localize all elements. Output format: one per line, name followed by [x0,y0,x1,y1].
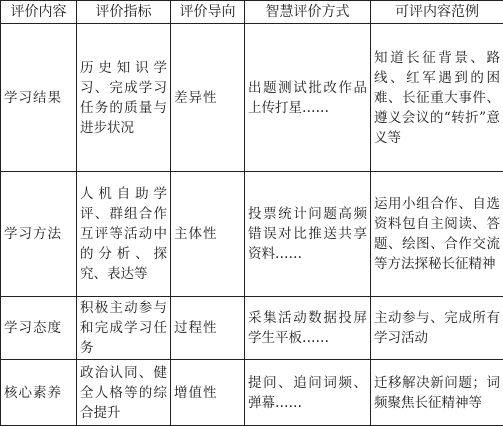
header-direction: 评价导向 [171,1,245,24]
cell-content: 学习态度 [1,297,77,360]
header-row [1,1,503,24]
header-indicator: 评价指标 [77,1,171,24]
cell-content: 学习方法 [1,172,77,297]
table-row [1,297,503,360]
cell-example: 运用小组合作、自选资料包自主阅读、答题、绘图、合作交流等方法探秘长征精神 [371,172,503,297]
table-row [1,24,503,172]
cell-direction: 主体性 [171,172,245,297]
cell-method: 出题测试批改作品上传打星…… [245,24,371,172]
cell-indicator: 政治认同、健全人格等的综合提升 [77,360,171,426]
header-example: 可评内容范例 [371,1,503,24]
table-row [1,172,503,297]
table-row [1,360,503,426]
cell-indicator: 积极主动参与和完成学习任务 [77,297,171,360]
cell-direction: 过程性 [171,297,245,360]
cell-indicator: 历史知识学习、完成学习任务的质量与进步状况 [77,24,171,172]
header-content: 评价内容 [1,1,77,24]
cell-content: 核心素养 [1,360,77,426]
cell-method: 提问、追问词频、弹幕…… [245,360,371,426]
cell-method: 投票统计问题高频错误对比推送共享资料…… [245,172,371,297]
cell-direction: 增值性 [171,360,245,426]
cell-example: 迁移解决新问题；词频聚焦长征精神等 [371,360,503,426]
header-method: 智慧评价方式 [245,1,371,24]
cell-method: 采集活动数据投屏学生平板…… [245,297,371,360]
cell-indicator: 人机自助学评、群组合作互评等活动中的分析、探究、表达等 [77,172,171,297]
cell-content: 学习结果 [1,24,77,172]
cell-direction: 差异性 [171,24,245,172]
cell-example: 知道长征背景、路线、红军遇到的困难、长征重大事件、遵义会议的“转折”意义等 [371,24,503,172]
cell-example: 主动参与、完成所有学习活动 [371,297,503,360]
